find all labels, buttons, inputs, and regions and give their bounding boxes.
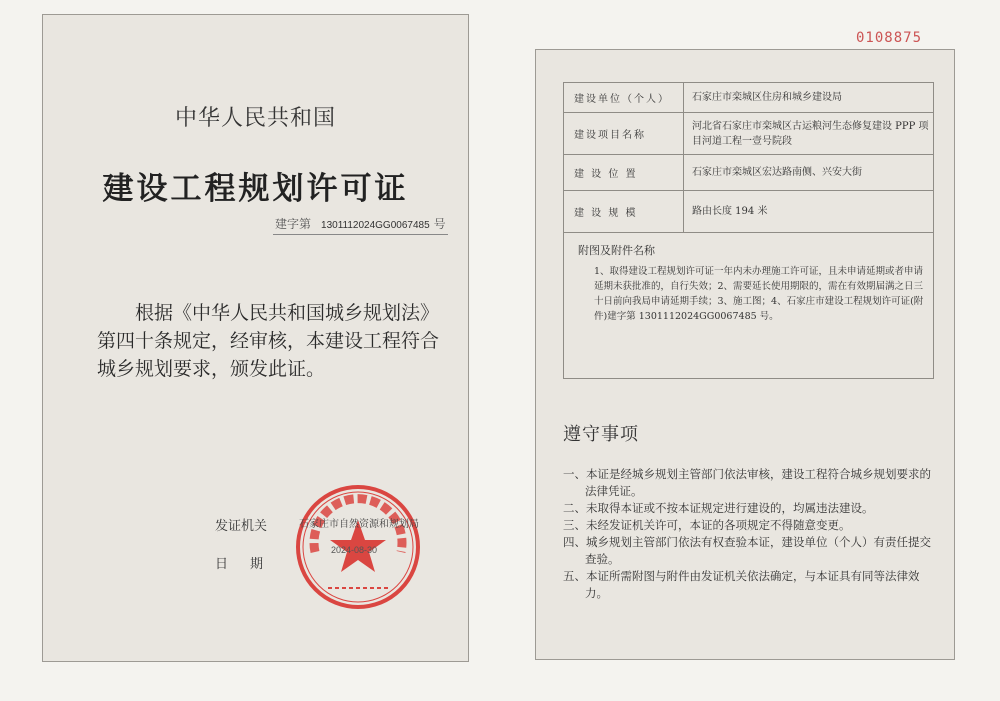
list-item: 三、未经发证机关许可，本证的各项规定不得随意变更。 [563, 518, 851, 532]
serial-number: 0108875 [856, 30, 923, 46]
project-info-table [563, 82, 934, 233]
table-row [564, 155, 934, 191]
list-item: 四、城乡规划主管部门依法有权查验本证，建设单位（个人）有责任提交查验。 [563, 535, 931, 566]
field-label: 建设项目名称 [564, 113, 684, 155]
table-row [564, 83, 934, 113]
attachments-section [563, 232, 934, 379]
declaration-text: 根据《中华人民共和国城乡规划法》第四十条规定，经审核，本建设工程符合城乡规划要求，颁发此证。 [97, 302, 440, 380]
cert-prefix: 建字第 [275, 217, 312, 231]
field-label: 建 设 规 模 [564, 191, 684, 233]
field-value: 路由长度 194 米 [684, 191, 934, 233]
issuer-label: 发证机关 [215, 519, 268, 534]
seal-date: 2024-08-30 [331, 545, 378, 555]
notes-title: 遵守事项 [563, 424, 639, 445]
cert-suffix: 号 [433, 217, 446, 231]
certificate-number-line [273, 215, 448, 235]
field-label: 建 设 位 置 [564, 155, 684, 191]
notes-list [563, 466, 941, 602]
field-value: 河北省石家庄市栾城区古运粮河生态修复建设 PPP 项目河道工程一壹号院段 [684, 113, 934, 155]
attachments-title: 附图及附件名称 [578, 244, 655, 257]
list-item: 五、本证所需附图与附件由发证机关依法确定，与本证具有同等法律效力。 [563, 569, 920, 600]
certificate-title: 建设工程规划许可证 [102, 171, 409, 207]
table-row [564, 113, 934, 155]
date-label: 日期 [215, 557, 286, 572]
field-value: 石家庄市栾城区住房和城乡建设局 [684, 83, 934, 113]
table-row [564, 191, 934, 233]
list-item: 一、本证是经城乡规划主管部门依法审核，建设工程符合城乡规划要求的法律凭证。 [563, 467, 931, 498]
field-value: 石家庄市栾城区宏达路南侧、兴安大街 [684, 155, 934, 191]
country-name: 中华人民共和国 [174, 106, 336, 131]
certificate-detail-page [535, 49, 955, 660]
field-label: 建设单位（个人） [564, 83, 684, 113]
attachments-text: 1、取得建设工程规划许可证一年内未办理施工许可证，且未申请延期或者申请延期未获批准的，自行失效；2、需要延长使用期限的，需在有效期届满之日三十日前向我局申请延期手续；3、施工图；4、石家庄市建设工程规划许可证(附件)建字第 1301112024GG0067485 号。 [594, 266, 924, 322]
issuer-name: 石家庄市自然资源和规划局 [299, 519, 419, 530]
list-item: 二、未取得本证或不按本证规定进行建设的，均属违法建设。 [563, 501, 874, 515]
cert-number: 1301112024GG0067485 [321, 220, 430, 231]
certificate-front-page [42, 14, 469, 662]
